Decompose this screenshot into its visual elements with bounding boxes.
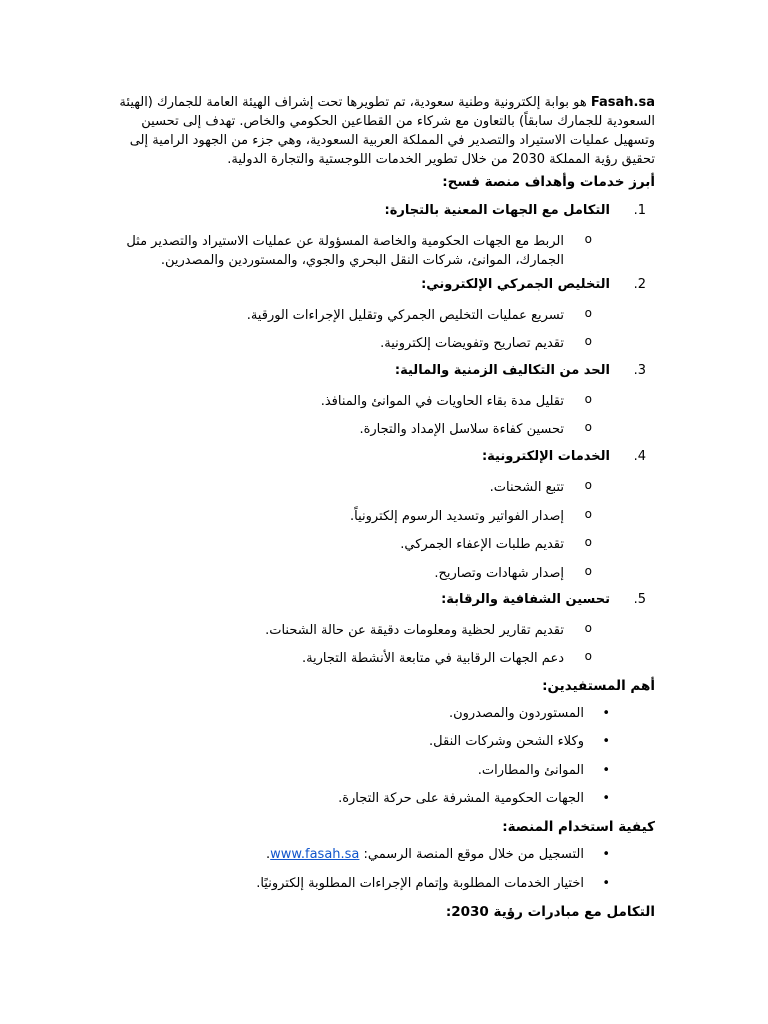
list-item	[112, 507, 592, 527]
vision-heading: التكامل مع مبادرات رؤية 2030:	[445, 904, 655, 920]
sub-bullet-marker: o	[584, 334, 592, 348]
section-title: التكامل مع الجهات المعنية بالتجارة:	[384, 203, 610, 218]
sub-bullet-marker: o	[584, 420, 592, 434]
bullet-marker: •	[602, 876, 610, 891]
brand-name: Fasah.sa	[590, 95, 655, 110]
section-title: الخدمات الإلكترونية:	[481, 449, 610, 464]
list-item	[118, 876, 618, 896]
bullet-marker: •	[602, 734, 610, 749]
sub-bullet-marker: o	[584, 507, 592, 521]
usage-heading: كيفية استخدام المنصة:	[502, 819, 655, 835]
list-item	[122, 232, 592, 272]
list-item	[112, 334, 592, 354]
sub-bullet-marker: o	[584, 306, 592, 320]
section-title: تحسين الشفافية والرقابة:	[441, 592, 610, 607]
list-item	[118, 706, 618, 726]
list-item-text: تتبع الشحنات.	[489, 480, 564, 495]
bullet-marker: •	[602, 847, 610, 862]
list-item	[118, 791, 618, 811]
list-item	[112, 535, 592, 555]
list-item-text: تقليل مدة بقاء الحاويات في الموانئ والمنافذ.	[320, 394, 564, 409]
list-item-text: تحسين كفاءة سلاسل الإمداد والتجارة.	[359, 422, 564, 437]
list-item	[118, 734, 618, 754]
sub-bullet-marker: o	[584, 232, 592, 246]
list-item	[112, 392, 592, 412]
services-heading: أبرز خدمات وأهداف منصة فسح:	[442, 174, 655, 190]
bullet-marker: •	[602, 763, 610, 778]
list-item	[118, 847, 618, 867]
section-title: الحد من التكاليف الزمنية والمالية:	[394, 363, 610, 378]
section-title: التخليص الجمركي الإلكتروني:	[421, 277, 610, 292]
list-item-text: دعم الجهات الرقابية في متابعة الأنشطة التجارية.	[301, 651, 564, 666]
list-item-text: الجهات الحكومية المشرفة على حركة التجارة.	[338, 791, 584, 806]
list-item	[112, 478, 592, 498]
list-item-text: إصدار الفواتير وتسديد الرسوم إلكترونياً.	[349, 509, 564, 524]
list-item-text: الموانئ والمطارات.	[477, 763, 584, 778]
intro-paragraph	[110, 93, 655, 169]
section-4	[106, 449, 646, 469]
list-item	[112, 420, 592, 440]
list-item-text: تسريع عمليات التخليص الجمركي وتقليل الإجراءات الورقية.	[246, 308, 564, 323]
intro-text: هو بوابة إلكترونية وطنية سعودية، تم تطويرها تحت إشراف الهيئة العامة للجمارك (الهيئة السعودية للجمارك سابقاً) بالتعاون مع شركاء من القطاعين الحكومي والخاص. تهدف إلى تحسين وتسهيل عمليات الاستيراد والتصدير في المملكة العربية السعودية، وهي جزء من الجهود الرامية إلى تحقيق رؤية المملكة 2030 من خلال تطوير الخدمات اللوجستية والتجارة الدولية.	[119, 95, 655, 167]
sub-bullet-marker: o	[584, 621, 592, 635]
bullet-marker: •	[602, 706, 610, 721]
sub-bullet-marker: o	[584, 535, 592, 549]
list-item-text: تقديم تصاريح وتفويضات إلكترونية.	[380, 336, 564, 351]
sub-bullet-marker: o	[584, 392, 592, 406]
list-item-text: الربط مع الجهات الحكومية والخاصة المسؤولة عن عمليات الاستيراد والتصدير مثل الجمارك، الموانئ، شركات النقل البحري والجوي، والمستوردين والمصدرين.	[126, 234, 564, 268]
list-item-text: وكلاء الشحن وشركات النقل.	[429, 734, 584, 749]
beneficiaries-heading: أهم المستفيدين:	[542, 678, 655, 694]
usage-item-suffix: .	[266, 847, 271, 862]
list-item-text: تقديم طلبات الإعفاء الجمركي.	[400, 537, 564, 552]
sub-bullet-marker: o	[584, 649, 592, 663]
list-item-text: اختيار الخدمات المطلوبة وإتمام الإجراءات المطلوبة إلكترونيًا.	[256, 876, 584, 891]
section-number: 1.	[633, 203, 646, 218]
sub-bullet-marker: o	[584, 564, 592, 578]
section-number: 5.	[633, 592, 646, 607]
bullet-marker: •	[602, 791, 610, 806]
section-5	[106, 592, 646, 612]
list-item-text: المستوردون والمصدرون.	[448, 706, 584, 721]
list-item	[112, 564, 592, 584]
section-number: 4.	[633, 449, 646, 464]
list-item	[112, 306, 592, 326]
list-item-text: إصدار شهادات وتصاريح.	[434, 566, 564, 581]
usage-item-prefix: التسجيل من خلال موقع المنصة الرسمي:	[359, 847, 584, 862]
sub-bullet-marker: o	[584, 478, 592, 492]
section-3	[106, 363, 646, 383]
list-item	[118, 763, 618, 783]
section-2	[106, 277, 646, 297]
list-item-text	[266, 847, 584, 862]
section-1	[106, 203, 646, 223]
list-item-text: تقديم تقارير لحظية ومعلومات دقيقة عن حالة الشحنات.	[265, 623, 564, 638]
section-number: 3.	[633, 363, 646, 378]
list-item	[112, 649, 592, 669]
list-item	[112, 621, 592, 641]
section-number: 2.	[633, 277, 646, 292]
fasah-website-link[interactable]: www.fasah.sa	[270, 847, 360, 862]
